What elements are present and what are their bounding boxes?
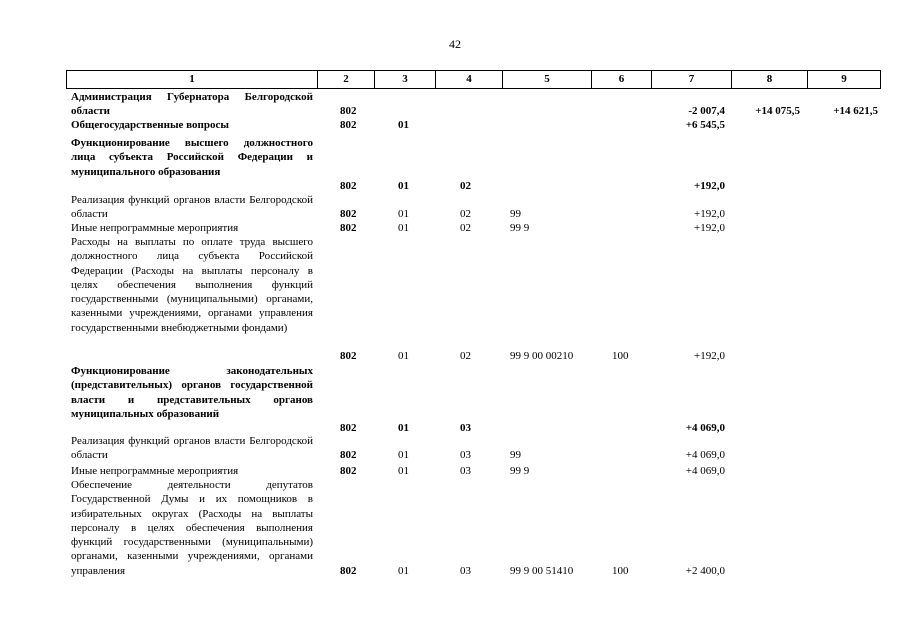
cell-col-3: 01 [398,449,409,462]
cell-col-4: 03 [460,564,471,577]
cell-col-3: 01 [398,208,409,221]
row-description: Обеспечение деятельности депутатов Государственной Думы и их помощников в избирательных округах (Расходы на выплаты персоналу в целях обеспечения выполнения функций государственными (муниципальными) органами, казенными учреждениями, органами управления [71,479,313,577]
header-col-8: 8 [732,71,808,88]
page-number: 42 [449,37,461,51]
cell-col-3: 01 [398,222,409,234]
cell-col-2: 802 [340,105,357,118]
cell-col-4: 03 [460,465,471,477]
cell-col-2: 802 [340,465,357,477]
header-col-6: 6 [592,71,652,88]
cell-col-5: 99 9 [510,222,530,234]
header-col-2: 2 [318,71,375,88]
cell-col-2: 802 [340,564,357,577]
header-col-1: 1 [67,71,318,88]
row-description: Расходы на выплаты по оплате труда высшего должностного лица субъекта Российской Федерации (Расходы на выплаты персоналу в целях обеспечения выполнения функций государственными (муниципальными) органами, казенными учреждениями, органами управления государственными внебюджетными фондами) [71,236,313,334]
row-description: Реализация функций органов власти Белгородской области [71,435,313,462]
cell-col-7: +4 069,0 [685,465,725,477]
cell-col-2: 802 [340,422,357,435]
row-description: Иные непрограммные мероприятия [71,465,239,477]
cell-col-5: 99 9 00 00210 [510,350,574,363]
cell-col-2: 802 [340,222,357,234]
cell-col-5: 99 [510,208,521,221]
cell-col-7: +2 400,0 [685,564,725,577]
cell-col-7: -2 007,4 [688,105,725,118]
header-col-7: 7 [652,71,732,88]
header-col-3: 3 [375,71,436,88]
cell-col-4: 03 [460,422,471,435]
cell-col-3: 01 [398,465,409,477]
cell-col-4: 02 [460,222,471,234]
cell-col-7: +192,0 [693,179,725,192]
cell-col-7: +192,0 [694,350,725,363]
cell-col-4: 03 [460,449,471,462]
cell-col-3: 01 [398,119,409,131]
cell-col-7: +192,0 [694,222,725,234]
cell-col-2: 802 [340,449,357,462]
cell-col-7: +4 069,0 [685,449,725,462]
cell-col-9: +14 621,5 [833,105,878,118]
cell-col-3: 01 [398,179,409,192]
cell-col-5: 99 [510,449,521,462]
cell-col-2: 802 [340,208,357,221]
cell-col-4: 02 [460,350,471,363]
cell-col-6: 100 [612,350,629,363]
cell-col-7: +192,0 [694,208,725,221]
cell-col-6: 100 [612,564,629,577]
cell-col-7: +4 069,0 [685,422,725,435]
row-description: Реализация функций органов власти Белгородской области [71,194,313,221]
header-col-5: 5 [503,71,592,88]
cell-col-2: 802 [340,179,357,192]
row-description: Общегосударственные вопросы [71,119,229,131]
cell-col-3: 01 [398,350,409,363]
table-header [66,70,881,89]
cell-col-3: 01 [398,422,409,435]
cell-col-2: 802 [340,350,357,363]
row-description: Администрация Губернатора Белгородской области [71,91,313,118]
row-description: Функционирование высшего должностного лица субъекта Российской Федерации и муниципального образования [71,137,313,178]
row-description: Функционирование законодательных (представительных) органов государственной власти и представительных органов муниципальных образований [71,365,313,420]
cell-col-2: 802 [340,119,357,131]
row-description: Иные непрограммные мероприятия [71,222,239,234]
cell-col-4: 02 [460,179,471,192]
cell-col-5: 99 9 00 51410 [510,564,574,577]
header-col-9: 9 [841,73,847,85]
cell-col-4: 02 [460,208,471,221]
header-col-4: 4 [436,71,503,88]
cell-col-7: +6 545,5 [685,119,725,131]
cell-col-3: 01 [398,564,409,577]
cell-col-5: 99 9 [510,465,530,477]
cell-col-8: +14 075,5 [755,105,800,118]
